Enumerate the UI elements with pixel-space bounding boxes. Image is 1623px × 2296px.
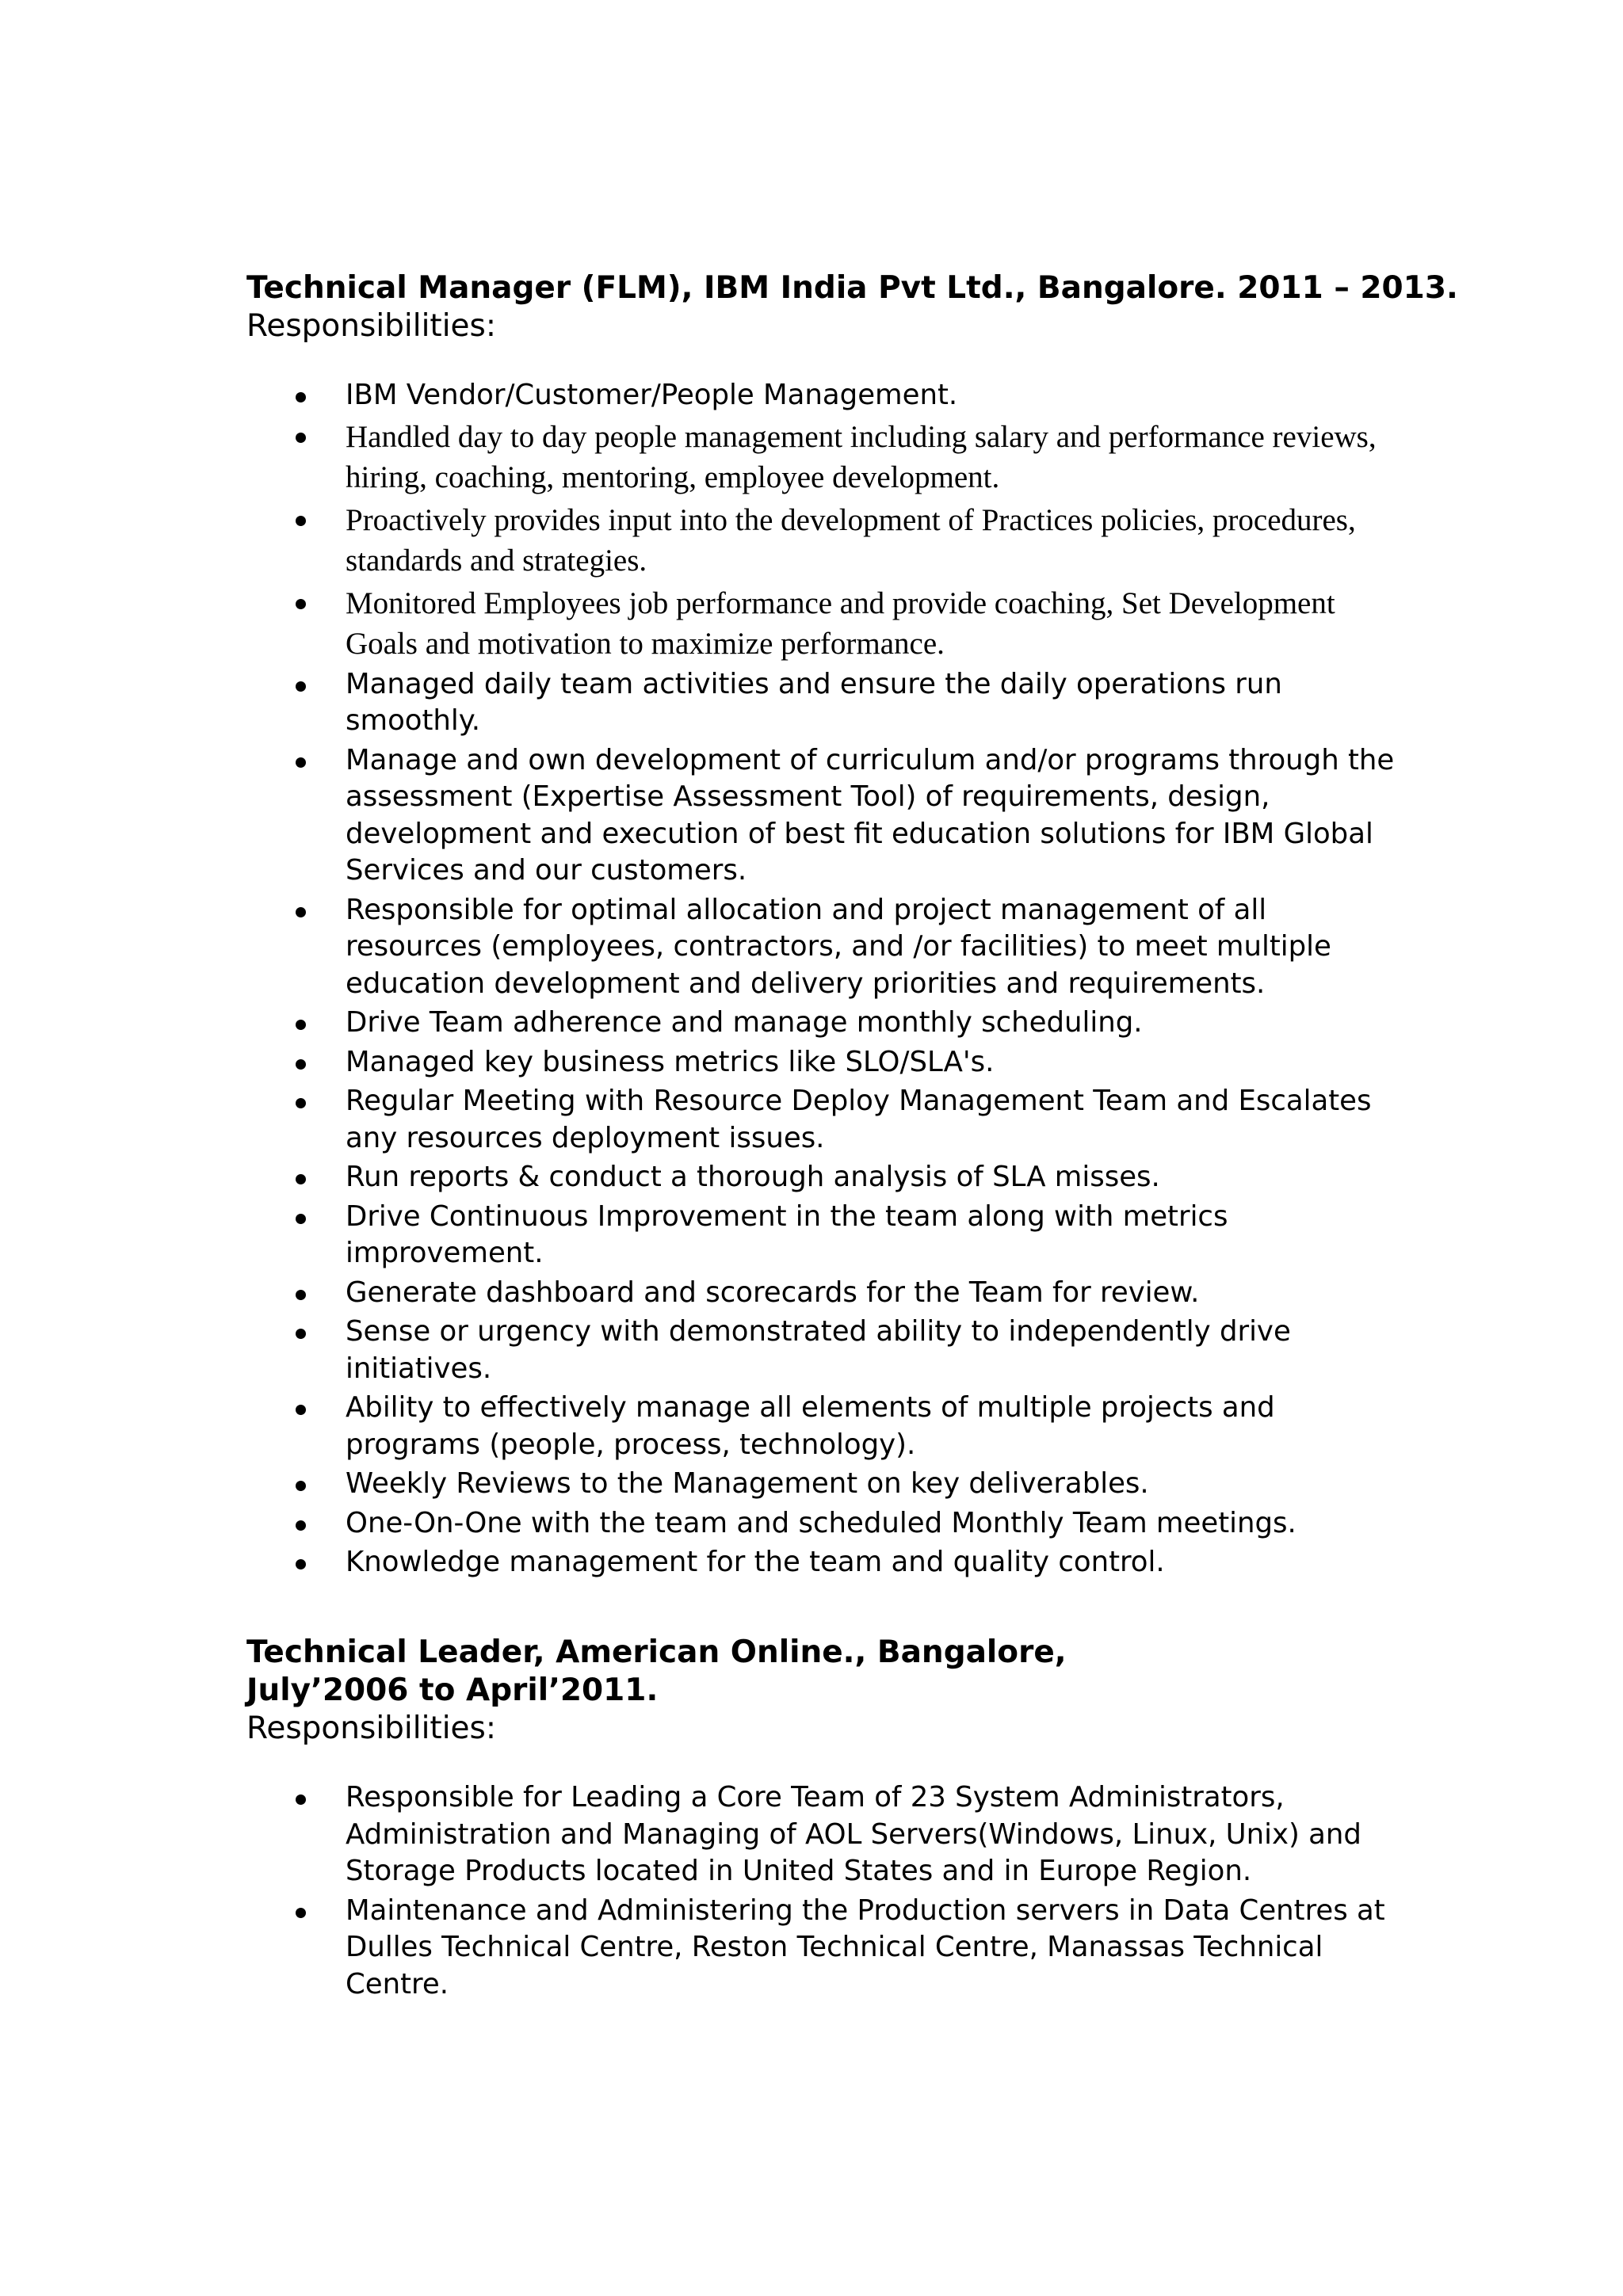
list-item xyxy=(246,583,1403,664)
list-item xyxy=(246,1083,1403,1157)
bullet-icon xyxy=(296,599,306,609)
list-item-text: Managed daily team activities and ensure the daily operations run smoothly. xyxy=(346,667,1282,737)
list-item-text: Responsible for Leading a Core Team of 23 System Administrators, Administration and Managing of AOL Servers(Windows, Linux, Unix) and Storage Products located in United States and in Europe Region. xyxy=(346,1781,1361,1887)
bullet-icon xyxy=(296,392,306,402)
bullet-icon xyxy=(296,757,306,768)
list-item xyxy=(246,1044,1403,1081)
responsibilities-list xyxy=(246,377,1403,1581)
bullet-icon xyxy=(296,681,306,692)
list-item xyxy=(246,1314,1403,1387)
job-section-aol xyxy=(246,1634,1403,2005)
list-item xyxy=(246,1466,1403,1503)
bullet-icon xyxy=(296,1794,306,1805)
list-item-text: Ability to effectively manage all elements of multiple projects and programs (people, process, technology). xyxy=(346,1391,1275,1461)
bullet-icon xyxy=(296,433,306,443)
list-item-text: Maintenance and Administering the Production servers in Data Centres at Dulles Technical Centre, Reston Technical Centre, Manassas Technical Centre. xyxy=(346,1894,1385,2000)
list-item-text: Generate dashboard and scorecards for the Team for review. xyxy=(346,1276,1200,1309)
list-item-text: Sense or urgency with demonstrated ability to independently drive initiatives. xyxy=(346,1315,1291,1385)
list-item xyxy=(246,1275,1403,1312)
list-item-text: Weekly Reviews to the Management on key deliverables. xyxy=(346,1467,1149,1500)
bullet-icon xyxy=(296,1098,306,1108)
list-item-text: Manage and own development of curriculum and/or programs through the assessment (Expertise Assessment Tool) of requirements, design, development and execution of best fit education solutions for IBM Global Services and our customers. xyxy=(346,743,1395,887)
bullet-icon xyxy=(296,1214,306,1224)
list-item xyxy=(246,1779,1403,1890)
list-item-text: IBM Vendor/Customer/People Management. xyxy=(346,379,958,411)
job-dates-heading: July’2006 to April’2011. xyxy=(246,1672,659,1708)
list-item xyxy=(246,742,1403,890)
list-item-text: Run reports & conduct a thorough analysis of SLA misses. xyxy=(346,1161,1160,1193)
list-item-text: Managed key business metrics like SLO/SLA's. xyxy=(346,1045,995,1078)
list-item-text: Regular Meeting with Resource Deploy Management Team and Escalates any resources deployment issues. xyxy=(346,1085,1372,1154)
bullet-icon xyxy=(296,1559,306,1569)
list-item xyxy=(246,1005,1403,1042)
responsibilities-label: Responsibilities: xyxy=(246,1711,496,1746)
bullet-icon xyxy=(296,1520,306,1531)
list-item xyxy=(246,377,1403,414)
list-item-text: Drive Continuous Improvement in the team along with metrics improvement. xyxy=(346,1199,1228,1269)
job-section-ibm xyxy=(246,269,1458,1584)
responsibilities-label: Responsibilities: xyxy=(246,308,496,344)
bullet-icon xyxy=(296,516,306,526)
list-item-text: Knowledge management for the team and quality control. xyxy=(346,1546,1165,1578)
bullet-icon xyxy=(296,1481,306,1491)
list-item xyxy=(246,1544,1403,1581)
bullet-icon xyxy=(296,1174,306,1184)
job-title-heading: Technical Leader, American Online., Bangalore, xyxy=(246,1634,1067,1670)
bullet-icon xyxy=(296,1908,306,1918)
list-item xyxy=(246,1390,1403,1463)
list-item xyxy=(246,666,1403,740)
list-item xyxy=(246,417,1403,498)
list-item xyxy=(246,500,1403,581)
bullet-icon xyxy=(296,1059,306,1070)
bullet-icon xyxy=(296,1290,306,1300)
list-item-text: Responsible for optimal allocation and project management of all resources (employees, contractors, and /or facilities) to meet multiple education development and delivery priorities and requirements. xyxy=(346,893,1331,1000)
list-item-text: Handled day to day people management including salary and performance reviews, hiring, coaching, mentoring, employee development. xyxy=(346,419,1377,494)
list-item-text: Drive Team adherence and manage monthly scheduling. xyxy=(346,1006,1143,1039)
responsibilities-list xyxy=(246,1779,1403,2003)
bullet-icon xyxy=(296,907,306,917)
list-item xyxy=(246,1199,1403,1272)
list-item-text: One-On-One with the team and scheduled Monthly Team meetings. xyxy=(346,1506,1296,1539)
bullet-icon xyxy=(296,1405,306,1415)
list-item-text: Proactively provides input into the development of Practices policies, procedures, standards and strategies. xyxy=(346,502,1356,578)
list-item-text: Monitored Employees job performance and provide coaching, Set Development Goals and motivation to maximize performance. xyxy=(346,585,1335,661)
list-item xyxy=(246,892,1403,1003)
list-item xyxy=(246,1893,1403,2004)
list-item xyxy=(246,1505,1403,1543)
bullet-icon xyxy=(296,1329,306,1339)
bullet-icon xyxy=(296,1020,306,1030)
list-item xyxy=(246,1159,1403,1196)
job-title-heading: Technical Manager (FLM), IBM India Pvt Ltd., Bangalore. 2011 – 2013. xyxy=(246,270,1458,306)
